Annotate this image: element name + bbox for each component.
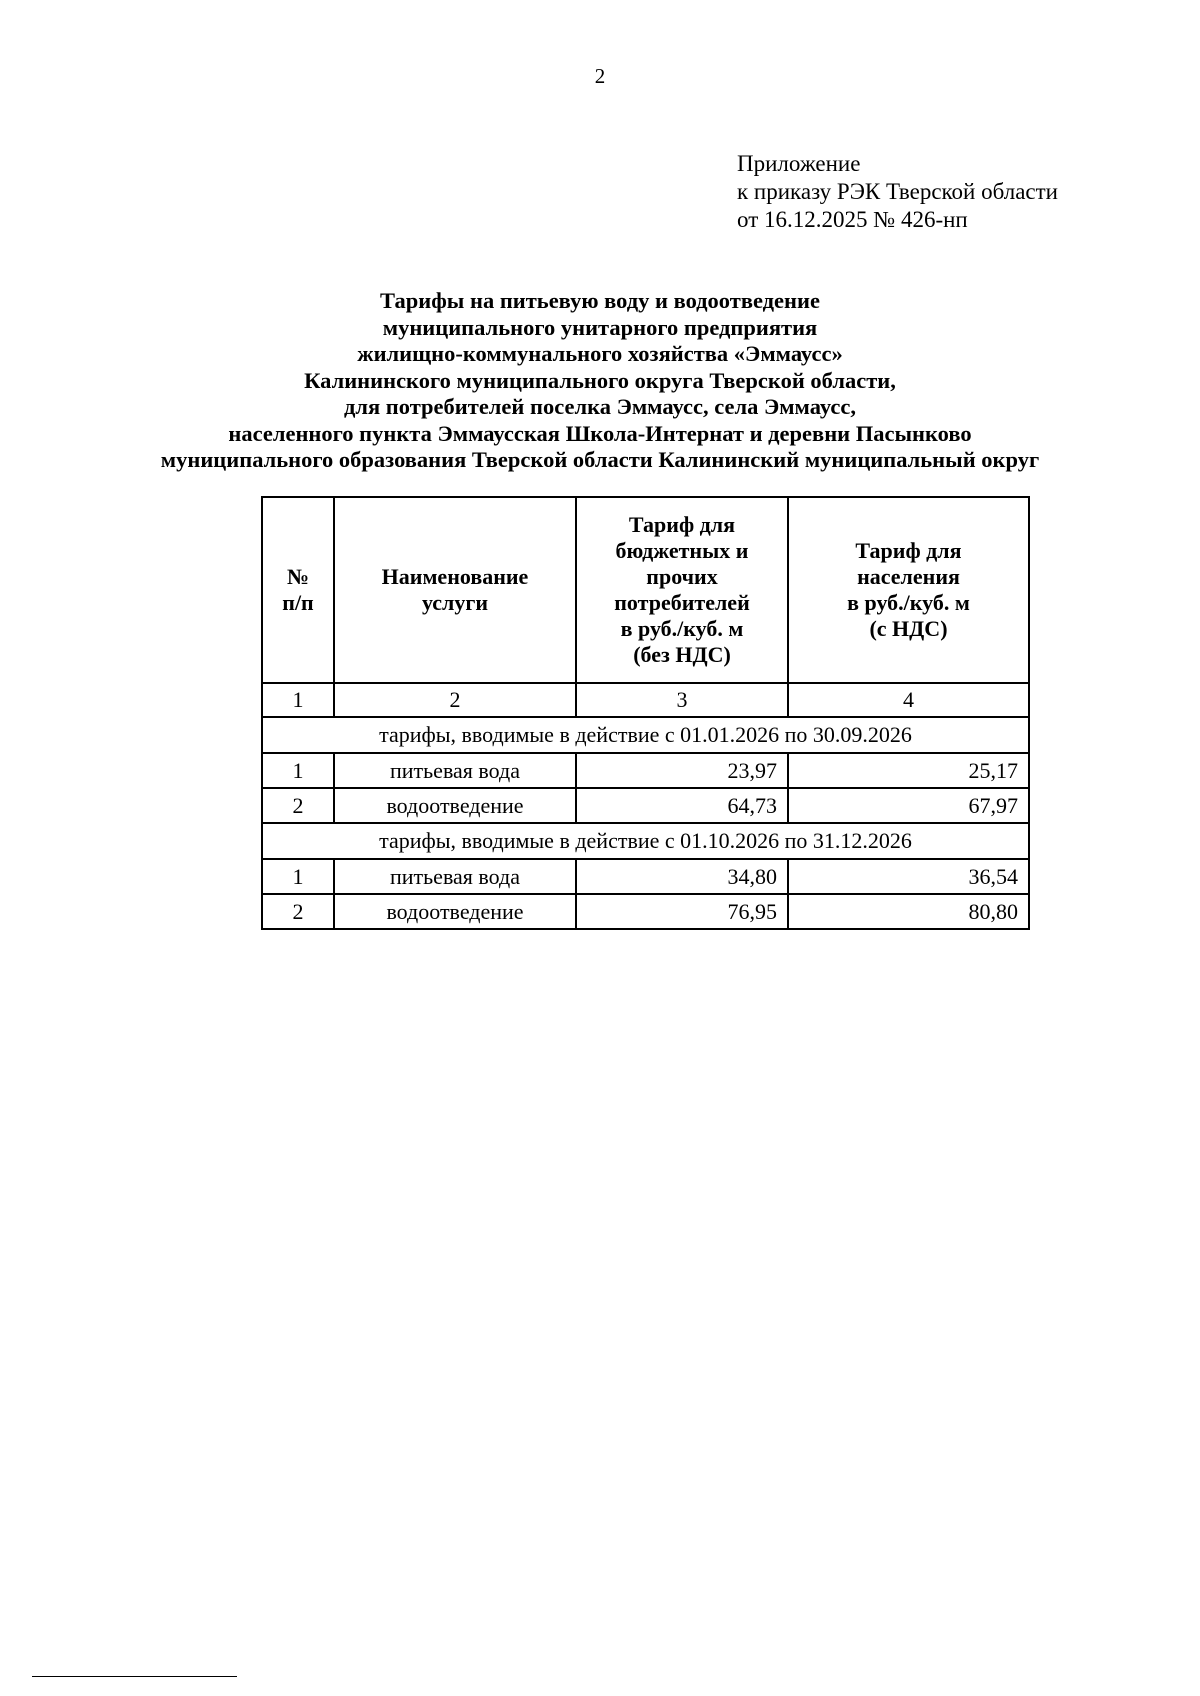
- population-tariff: 80,80: [788, 894, 1029, 929]
- document-title: [0, 288, 1200, 474]
- title-line: муниципального образования Тверской области Калининский муниципальный округ: [160, 447, 1040, 472]
- header-line: в руб./куб. м: [847, 590, 970, 615]
- row-number: 2: [262, 894, 334, 929]
- column-number-row: [262, 683, 1029, 717]
- period-row: [262, 823, 1029, 859]
- budget-tariff: 76,95: [576, 894, 788, 929]
- appendix-line-3: от 16.12.2025 № 426-нп: [737, 207, 968, 232]
- header-number: [262, 497, 334, 683]
- title-line: муниципального унитарного предприятия: [382, 314, 818, 340]
- header-line: п/п: [282, 590, 314, 615]
- title-line: населенного пункта Эммаусская Школа-Интернат и деревни Пасынково: [228, 420, 972, 446]
- header-line: прочих: [646, 564, 718, 589]
- table-header-row: [262, 497, 1029, 683]
- header-line: Наименование: [381, 564, 529, 589]
- tariffs-table: [261, 496, 1030, 930]
- budget-tariff: 64,73: [576, 788, 788, 823]
- budget-tariff: 23,97: [576, 753, 788, 788]
- period-row: [262, 717, 1029, 753]
- service-name: питьевая вода: [334, 753, 576, 788]
- header-service: [334, 497, 576, 683]
- header-line: в руб./куб. м: [620, 616, 744, 641]
- title-line: для потребителей поселка Эммаусс, села Эммаусс,: [344, 394, 856, 419]
- service-name: питьевая вода: [334, 859, 576, 894]
- footer-divider: [32, 1676, 237, 1677]
- budget-tariff: 34,80: [576, 859, 788, 894]
- column-number: 4: [788, 683, 1029, 717]
- column-number: 2: [334, 683, 576, 717]
- period-label: тарифы, вводимые в действие с 01.10.2026 по 31.12.2026: [262, 823, 1029, 859]
- header-line: Тариф для: [628, 512, 736, 537]
- appendix-block: [737, 150, 1058, 234]
- header-budget-tariff: [576, 497, 788, 683]
- page-number: 2: [594, 64, 606, 88]
- service-name: водоотведение: [334, 894, 576, 929]
- population-tariff: 67,97: [788, 788, 1029, 823]
- table-row: [262, 788, 1029, 823]
- title-line: Калининского муниципального округа Тверской области,: [304, 367, 896, 393]
- title-line: Тарифы на питьевую воду и водоотведение: [380, 288, 820, 313]
- period-label: тарифы, вводимые в действие с 01.01.2026 по 30.09.2026: [262, 717, 1029, 753]
- population-tariff: 25,17: [788, 753, 1029, 788]
- header-line: населения: [857, 564, 960, 589]
- service-name: водоотведение: [334, 788, 576, 823]
- column-number: 1: [262, 683, 334, 717]
- title-line: жилищно-коммунального хозяйства «Эммаусс»: [357, 341, 843, 366]
- appendix-line-1: Приложение: [737, 151, 861, 176]
- header-population-tariff: [788, 497, 1029, 683]
- header-line: №: [286, 564, 310, 589]
- row-number: 1: [262, 753, 334, 788]
- table-row: [262, 894, 1029, 929]
- header-line: Тариф для: [855, 538, 962, 563]
- header-line: (с НДС): [869, 616, 948, 641]
- row-number: 2: [262, 788, 334, 823]
- header-line: потребителей: [614, 590, 750, 615]
- row-number: 1: [262, 859, 334, 894]
- table-row: [262, 859, 1029, 894]
- appendix-line-2: к приказу РЭК Тверской области: [737, 179, 1058, 204]
- population-tariff: 36,54: [788, 859, 1029, 894]
- table-row: [262, 753, 1029, 788]
- header-line: (без НДС): [633, 642, 731, 667]
- header-line: бюджетных и: [615, 538, 749, 563]
- header-line: услуги: [421, 590, 489, 615]
- column-number: 3: [576, 683, 788, 717]
